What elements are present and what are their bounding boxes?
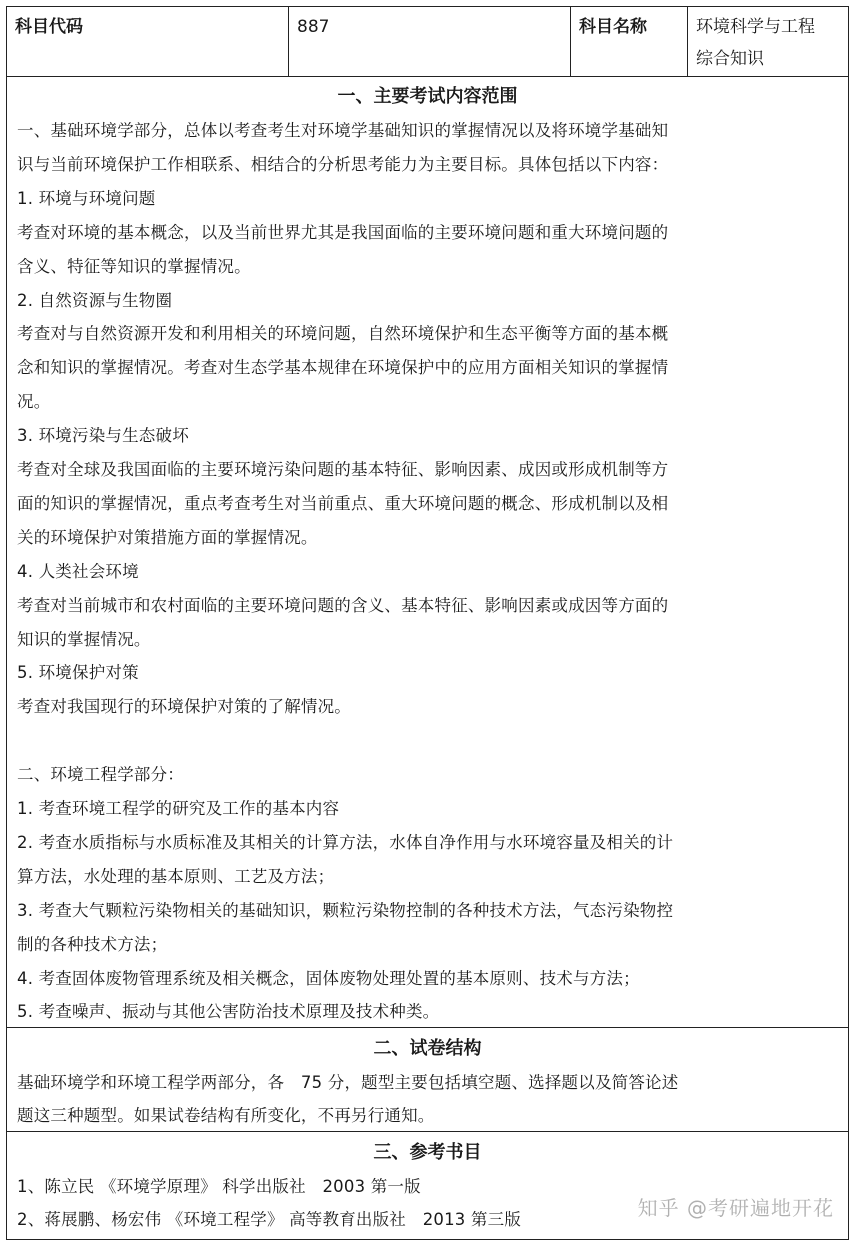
body-line: 4. 人类社会环境 [17,561,139,581]
body-line: 算方法，水处理的基本原则、工艺及方法； [17,866,335,886]
body-line: 面的知识的掌握情况，重点考查考生对当前重点、重大环境问题的概念、形成机制以及相 [17,493,669,513]
body-line: 一、基础环境学部分，总体以考查考生对环境学基础知识的掌握情况以及将环境学基础知 [17,121,669,140]
body-line: 识与当前环境保护工作相联系、相结合的分析思考能力为主要目标。具体包括以下内容： [17,154,669,174]
body-line: 二、环境工程学部分： [17,765,184,785]
body-line: 基础环境学和环境工程学两部分，各 75 分，题型主要包括填空题、选择题以及简答论述 [17,1073,679,1092]
body-line: 考查对与自然资源开发和利用相关的环境问题，自然环境保护和生态平衡等方面的基本概 [17,324,669,344]
body-line: 2. 考查水质指标与水质标准及其相关的计算方法，水体自净作用与水环境容量及相关的计 [17,832,674,852]
body-line: 关的环境保护对策措施方面的掌握情况。 [17,527,318,547]
body-line: 2、蒋展鹏、杨宏伟 《环境工程学》 高等教育出版社 2013 第三版 [17,1210,522,1229]
body-line: 知识的掌握情况。 [17,629,151,649]
section-divider [7,1027,848,1028]
body-line: 3. 考查大气颗粒污染物相关的基础知识，颗粒污染物控制的各种技术方法，气态污染物控 [17,900,674,920]
body-line: 5. 考查噪声、振动与其他公害防治技术原理及技术种类。 [17,1002,440,1022]
body-line: 1、陈立民 《环境学原理》 科学出版社 2003 第一版 [17,1177,421,1196]
body-line: 念和知识的掌握情况。考查对生态学基本规律在环境保护中的应用方面相关知识的掌握情 [17,358,669,378]
body-line: 1. 考查环境工程学的研究及工作的基本内容 [17,799,340,818]
section-divider [7,1131,848,1132]
zhihu-watermark: 知乎 @考研遍地开花 [637,1196,834,1220]
section-title-scope: 一、主要考试内容范围 [337,86,518,107]
body-line: 考查对全球及我国面临的主要环境污染问题的基本特征、影响因素、成因或形成机制等方 [17,460,669,479]
subject-code-label: 科目代码 [7,7,289,77]
subject-code-value: 887 [289,7,571,77]
body-line: 考查对我国现行的环境保护对策的了解情况。 [17,697,351,717]
section-title-books: 三、参考书目 [373,1142,482,1163]
body-line: 3. 环境污染与生态破坏 [17,426,189,446]
subject-name-value [688,7,848,77]
body-line: 2. 自然资源与生物圈 [17,290,173,310]
body-line: 况。 [17,392,51,412]
body-line: 考查对环境的基本概念，以及当前世界尤其是我国面临的主要环境问题和重大环境问题的 [17,222,669,242]
subject-name-line-2: 综合知识 [696,49,764,69]
header-row [7,7,848,77]
subject-name-label: 科目名称 [571,7,688,77]
subject-name-line-1: 环境科学与工程 [696,17,815,37]
body-line: 5. 环境保护对策 [17,663,139,683]
body-line: 题这三种题型。如果试卷结构有所变化，不再另行通知。 [17,1106,435,1125]
body-line: 制的各种技术方法； [17,934,168,954]
body-line: 4. 考查固体废物管理系统及相关概念，固体废物处理处置的基本原则、技术与方法； [17,968,640,988]
body-line: 含义、特征等知识的掌握情况。 [17,256,251,276]
section-title-structure: 二、试卷结构 [373,1038,482,1059]
body-line: 考查对当前城市和农村面临的主要环境问题的含义、基本特征、影响因素或成因等方面的 [17,595,669,615]
exam-syllabus-table [6,6,849,1240]
body-line: 1. 环境与环境问题 [17,188,156,208]
